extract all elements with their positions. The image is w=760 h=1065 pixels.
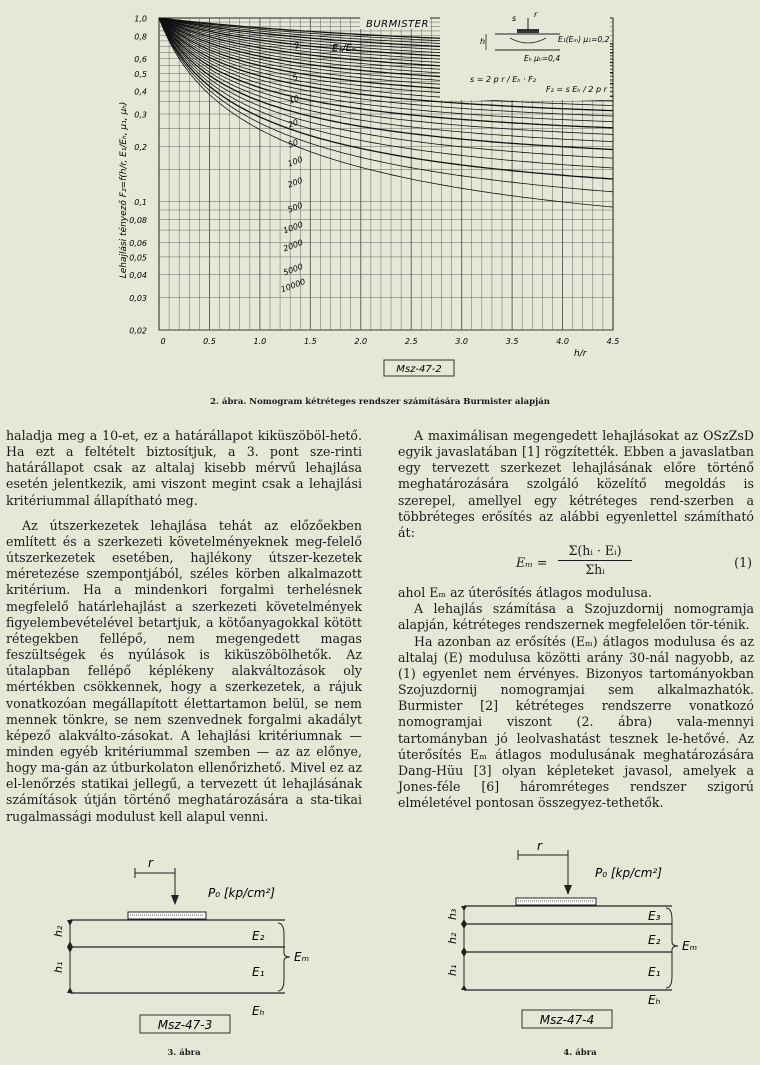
figure3-em-label: Eₘ [294, 950, 310, 964]
y-tick-label: 0,6 [134, 55, 147, 65]
x-tick-label: 3.5 [505, 337, 519, 346]
x-tick-labels [160, 337, 619, 346]
right-paragraph-4: Ha azonban az erősítés (Eₘ) átlagos modulusa és az altalaj (E) modulusa közötti arány 30-nál nagyobb, az (1) egyenlet nem érvényes. Bizonyos tartományokban Szojuzdornij nomogramjai sem alkalmazhatók. Burmister [2] kétréteges rendszerre vonatkozó nomogramjai viszont (2. ábra) vala-mennyi tartományban jó leolvashatást tesznek le-hetővé. Az úterősítés Eₘ átlagos modulusának meghatározására Dang-Hüu [3] olyan képleteket javasol, amelyek a Jones-féle [6] háromréteges rendszer szigorú elméletével pontosan összegyez-tethetők. [398, 633, 754, 811]
curve-label: 100 [286, 154, 304, 169]
figure3-e1-label: E₁ [252, 965, 265, 979]
figure3-e2-label: E₂ [252, 929, 265, 943]
figure4-e3-label: E₃ [648, 909, 661, 923]
curve-label: 20 [286, 117, 300, 130]
y-tick-label: 0,05 [129, 253, 147, 263]
right-paragraph-3: A lehajlás számítása a Szojuzdornij nomogramja alapján, kétréteges rendszernek megfelelően tör-ténik. [398, 601, 754, 633]
figure3-r-label: r [148, 856, 153, 870]
curve-label: 5000 [282, 261, 305, 278]
figure2-box-label: Msz-47-2 [396, 364, 442, 375]
inset-formula-1: s = 2 p r / Eₕ · F₂ [470, 75, 536, 84]
curve-label: 200 [286, 175, 304, 190]
curve-label: 2000 [282, 237, 305, 254]
right-paragraph-1: A maximálisan megengedett lehajlásokat az OSzZsD egyik javaslatában [1] rögzítették. Ebben a javaslatban egy tervezett szerkezet lehajlásának előre történő meghatározására szolgáló közelítő megoldás is szerepel, amellyel egy kétréteges rend-szerben a többréteges erősítés az alábbi egyenlettel számítható át: [398, 428, 754, 540]
figure4-box-label: Msz-47-4 [539, 1013, 595, 1027]
left-text-column [6, 428, 362, 825]
figure4-r-label: r [537, 840, 542, 853]
curve-label: 5 [291, 72, 300, 83]
y-tick-label: 1,0 [134, 14, 147, 24]
equation-denominator: Σhᵢ [585, 562, 605, 578]
figure4-p0-label: P₀ [kp/cm²] [595, 866, 662, 880]
figure3-diagram [40, 855, 340, 1045]
curve-label: 50 [286, 137, 300, 150]
figure3-eh-label: Eₕ [252, 1004, 265, 1018]
x-tick-label: 1.0 [253, 337, 267, 346]
y-tick-label: 0,02 [129, 326, 147, 336]
y-tick-label: 0,08 [129, 215, 147, 225]
right-text-column [398, 428, 754, 811]
curve-label: 500 [286, 200, 304, 215]
y-tick-label: 0,5 [134, 69, 147, 79]
equation-1 [398, 541, 754, 585]
x-tick-label: 4.5 [606, 337, 620, 346]
curve-labels [280, 41, 307, 295]
burmister-nomogram [0, 0, 760, 420]
inset-s-label: s [512, 14, 517, 23]
figure4-diagram [440, 840, 740, 1040]
figure3-box-label: Msz-47-3 [157, 1018, 213, 1032]
y-tick-label: 0,3 [134, 110, 147, 120]
figure4-em-label: Eₘ [682, 939, 698, 953]
y-tick-label: 0,8 [134, 32, 147, 42]
right-paragraph-2: ahol Eₘ az úterősítés átlagos modulusa. [398, 585, 653, 601]
x-tick-label: 2.5 [404, 337, 418, 346]
curve-label: 1000 [282, 219, 305, 236]
left-paragraph-1: haladja meg a 10-et, ez a határállapot kiküszöböl-hető. Ha ezt a feltételt biztosítjuk, a 3. pont sze-rinti határállapot csak az altalaj kisebb mérvű lehajlása esetén jelentkezik, ami viszont megint csak a lehajlási kritériummal állapítható meg. [6, 428, 362, 508]
figure4-e1-label: E₁ [648, 965, 661, 979]
equation-lhs: Eₘ = [516, 555, 548, 571]
equation-number: (1) [734, 555, 752, 571]
figure3-h2-label: h₂ [52, 925, 65, 937]
equation-numerator: Σ(hᵢ · Eᵢ) [558, 543, 632, 561]
figure4-h2-label: h₂ [446, 932, 459, 944]
e-ratio-label: E₁/Eₕ [332, 43, 357, 54]
figure3-caption: 3. ábra [167, 1048, 201, 1058]
figure3-p0-label: P₀ [kp/cm²] [208, 886, 275, 900]
figure4-h3-label: h₃ [446, 908, 459, 920]
curve-label: 10 [287, 93, 301, 106]
y-tick-label: 0,2 [134, 142, 147, 152]
inset-formula-2: F₂ = s Eₕ / 2 p r [546, 85, 607, 94]
y-tick-label: 0,03 [129, 294, 147, 304]
x-tick-label: 0 [160, 337, 166, 346]
x-axis-label: h/r [574, 349, 587, 359]
curve-label: 2 [293, 40, 302, 51]
y-tick-label: 0,06 [129, 238, 147, 248]
equation-fraction [558, 543, 632, 578]
figure3-h1-label: h₁ [52, 961, 65, 973]
curve-label: 10000 [279, 277, 307, 295]
y-tick-label: 0,04 [129, 271, 147, 281]
x-tick-label: 3.0 [455, 337, 469, 346]
x-tick-label: 2.0 [354, 337, 368, 346]
y-axis-label: Lehajlási tényező F₂=f(h/r, E₁/Eₕ, μ₁, μₕ) [119, 101, 129, 279]
inset-e1-label: E₁(Eₘ) μ₁=0,2 [558, 35, 610, 44]
y-tick-label: 0,4 [134, 87, 147, 97]
left-paragraph-2: Az útszerkezetek lehajlása tehát az előzőekben említett és a szerkezeti követelményeknek meg-felelő útszerkezetek esetében, hajlékony útszer-kezetek méretezése szempontjából, széles körben alkalmazott kritérium. Ha a mindenkori forgalmi terhelésnek megfelelő határlehajlást a szerkezeti követelmények figyelembevételével betartjuk, a kötőanyagokkal kötött rétegekben fellépő, nem megengedett magas feszültségek és nyúlások is kiküszöbölhetők. Az útalapban fellépő képlékeny alakváltozások oly mértékben csökkennek, hogy a szerkezetek, a rájuk vonatkozóan megállapított élettartamon belül, se nem mennek tönkre, se nem szenvednek forgalmi akadályt képező alakválto-zásokat. A lehajlási kritériumnak — minden egyéb kritériummal szemben — az az előnye, hogy ma-gán az útburkolaton ellenőrizhető. Mivel ez az el-lenőrzés statikai jellegű, a tervezett út lehajlásának számítások útján történő meghatározására a sta-tikai rugalmassági modulust kell alapul venni. [6, 517, 362, 824]
inset-r-label: r [534, 10, 538, 19]
brand-label: BURMISTER [366, 19, 429, 30]
y-tick-labels [129, 15, 147, 336]
x-tick-label: 1.5 [303, 337, 317, 346]
x-tick-label: 0.5 [203, 337, 216, 346]
y-tick-label: 0,1 [134, 198, 147, 208]
figure4-eh-label: Eₕ [648, 993, 661, 1007]
x-tick-label: 4.0 [556, 337, 569, 346]
inset-eh-label: Eₕ μₕ=0,4 [524, 54, 561, 63]
inset-h-label: h [480, 37, 486, 46]
figure2-caption: 2. ábra. Nomogram kétréteges rendszer számítására Burmister alapján [210, 397, 550, 407]
figure4-h1-label: h₁ [446, 964, 459, 976]
figure4-e2-label: E₂ [648, 933, 661, 947]
figure4-caption: 4. ábra [563, 1048, 597, 1058]
